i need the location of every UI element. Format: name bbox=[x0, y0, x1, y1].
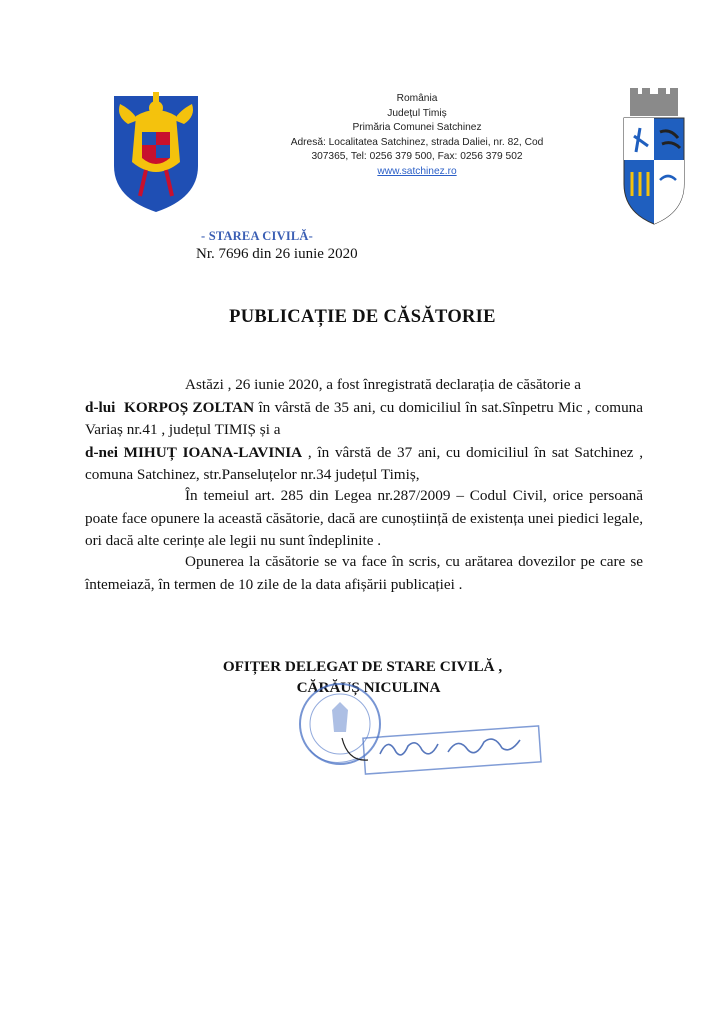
official-stamp-and-signature bbox=[288, 680, 548, 780]
document-title: PUBLICAȚIE DE CĂSĂTORIE bbox=[229, 307, 496, 327]
bride-prefix: d-nei bbox=[85, 443, 118, 461]
romania-coat-of-arms bbox=[106, 86, 206, 214]
country-line: România bbox=[396, 93, 438, 104]
contact-line: 307365, Tel: 0256 379 500, Fax: 0256 379 502 bbox=[311, 151, 523, 163]
declaration-intro: Astăzi , 26 iunie 2020, a fost înregistrată declarația de căsătorie a bbox=[185, 376, 581, 393]
town-hall-line: Primăria Comunei Satchinez bbox=[352, 122, 482, 134]
paragraph-opposition: Opunerea la căsătorie se va face în scris, cu arătarea dovezilor pe care se întemeiază, în termen de 10 zile de la data afișării publicației . bbox=[85, 553, 643, 593]
groom-prefix: d-lui bbox=[85, 398, 116, 416]
groom-name: KORPOȘ ZOLTAN bbox=[124, 398, 255, 416]
department-label: - STAREA CIVILĂ- bbox=[201, 229, 314, 243]
bride-name: MIHUȚ IOANA-LAVINIA bbox=[123, 443, 303, 461]
satchinez-coat-of-arms bbox=[620, 88, 688, 226]
signature-name: CĂRĂUȘ NICULINA bbox=[296, 679, 441, 696]
paragraph-legal-basis: În temeiul art. 285 din Legea nr.287/2009 – Codul Civil, orice persoană poate face opunere la această căsătorie, dacă are cunoștiință de existența unei piedici legale, ori dacă alte cerințe ale legii nu sunt îndeplinite . bbox=[85, 487, 643, 549]
paragraph-declaration bbox=[85, 374, 643, 487]
signature-role: OFIȚER DELEGAT DE STARE CIVILĂ , bbox=[222, 658, 503, 675]
register-number: Nr. 7696 din 26 iunie 2020 bbox=[196, 246, 358, 262]
county-line: Județul Timiș bbox=[387, 107, 447, 119]
website-link[interactable]: www.satchinez.ro bbox=[377, 165, 457, 177]
institution-header bbox=[262, 92, 572, 180]
bride-details: , în vârstă de 37 ani, cu domiciliul în sat Satchinez , comuna Satchinez, str.Panseluțelor nr.34 județul Timiș, bbox=[85, 443, 643, 483]
address-line: Adresă: Localitatea Satchinez, strada Daliei, nr. 82, Cod bbox=[290, 136, 544, 148]
groom-details: în vârstă de 35 ani, cu domiciliul în sat.Sînpetru Mic , comuna Variaș nr.41 , județul TIMIȘ și a bbox=[85, 398, 644, 438]
